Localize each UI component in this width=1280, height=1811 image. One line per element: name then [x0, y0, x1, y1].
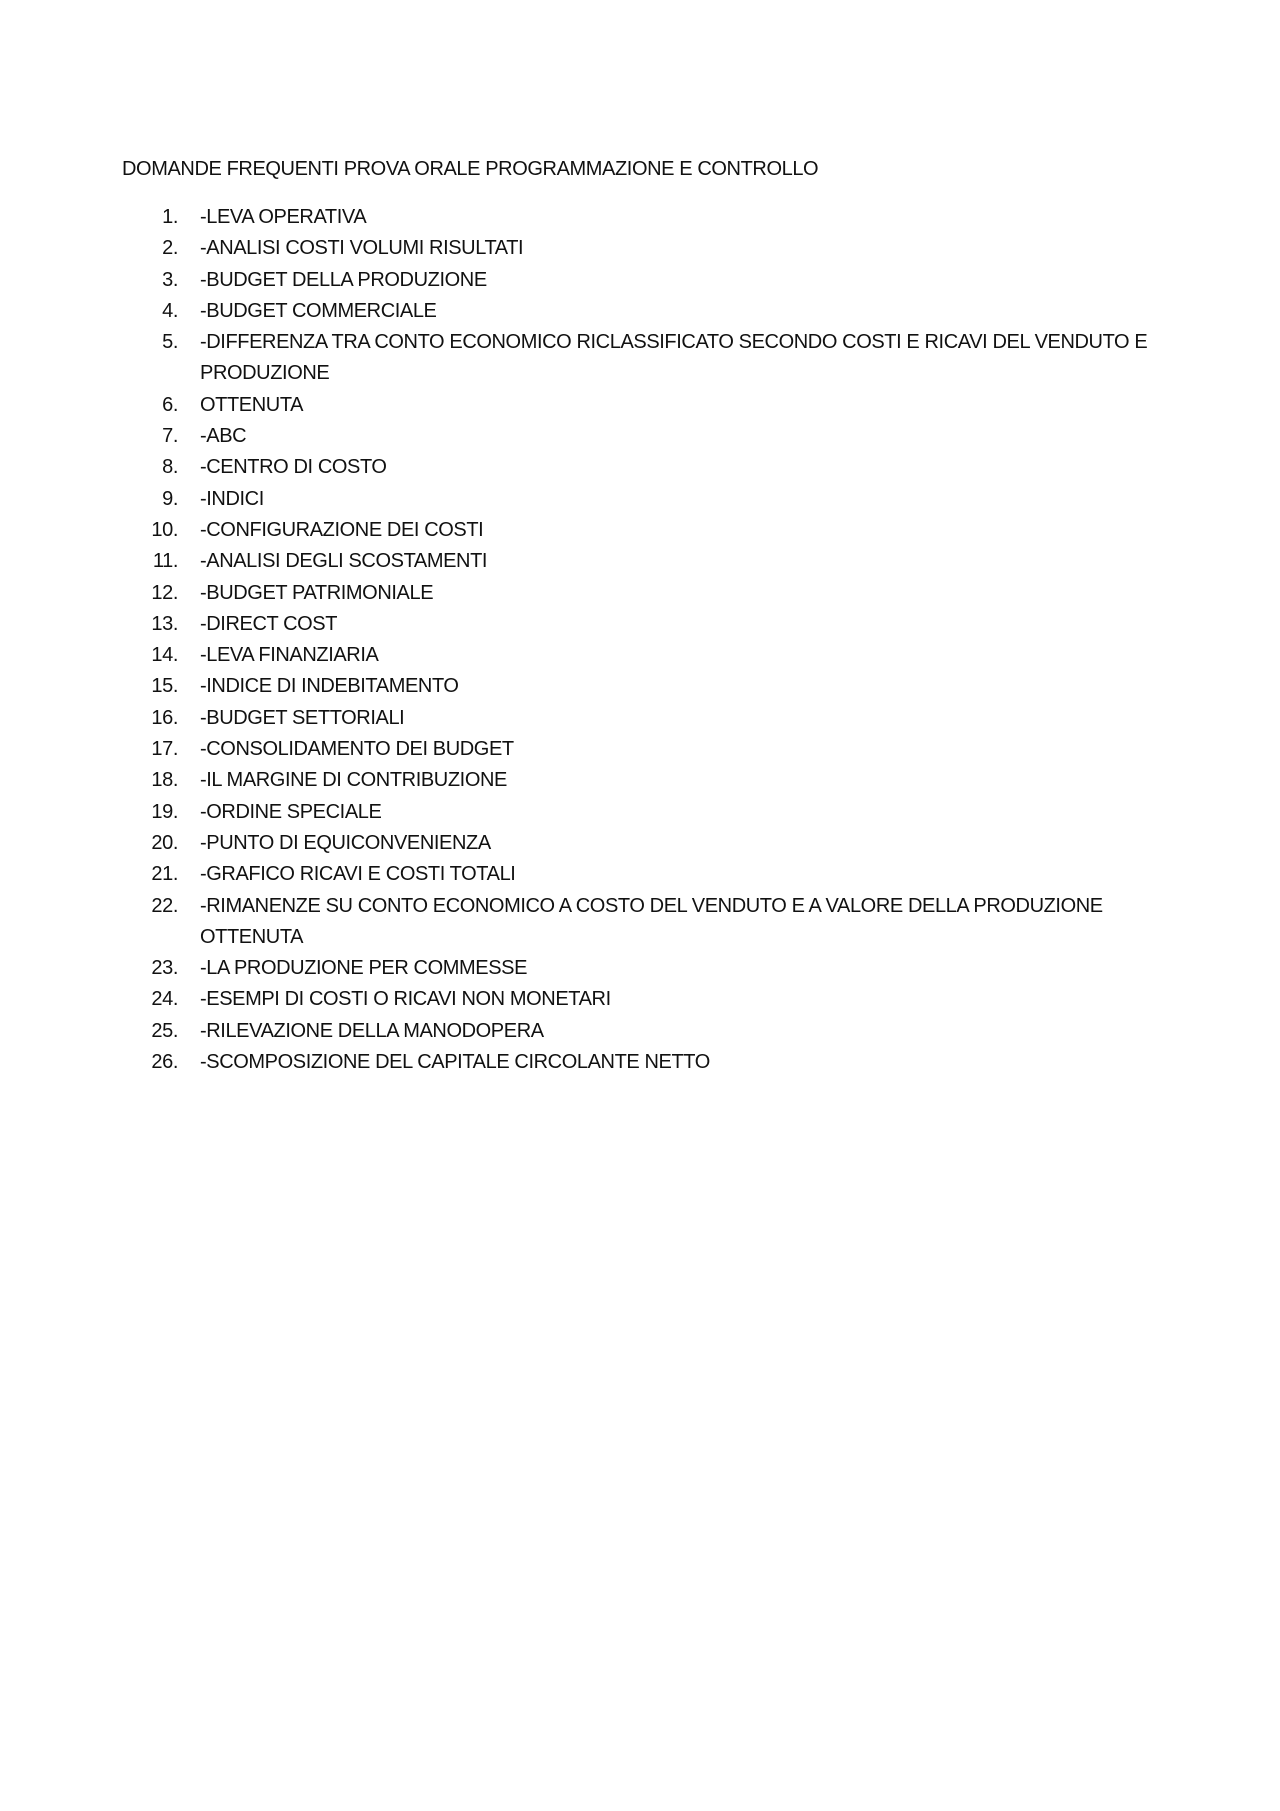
item-number: 21. [151, 863, 178, 886]
list-item [122, 233, 1162, 264]
list-item [122, 859, 1162, 890]
item-number: 16. [151, 706, 178, 729]
item-text: -ABC [200, 425, 247, 448]
item-number: 20. [151, 831, 178, 854]
list-item [122, 515, 1162, 546]
item-number: 6. [162, 393, 178, 416]
list-item [122, 703, 1162, 734]
item-text: -INDICI [200, 487, 264, 510]
item-number: 19. [151, 800, 178, 823]
item-text: -BUDGET PATRIMONIALE [200, 581, 434, 604]
list-item [122, 327, 1162, 390]
item-text: -CENTRO DI COSTO [200, 456, 387, 479]
list-item [122, 452, 1162, 483]
item-number: 14. [151, 644, 178, 667]
item-number: 13. [151, 612, 178, 635]
item-number: 1. [162, 206, 178, 228]
list-item [122, 578, 1162, 609]
item-number: 4. [162, 299, 178, 322]
list-item [122, 671, 1162, 702]
item-number: 9. [162, 487, 178, 510]
item-number: 22. [151, 894, 178, 917]
item-number: 3. [162, 268, 178, 291]
list-item [122, 609, 1162, 640]
document-title: DOMANDE FREQUENTI PROVA ORALE PROGRAMMAZIONE E CONTROLLO [122, 158, 819, 180]
item-text: -BUDGET SETTORIALI [200, 706, 405, 729]
list-item [122, 953, 1162, 984]
item-text: -GRAFICO RICAVI E COSTI TOTALI [200, 863, 516, 886]
questions-list [122, 202, 1162, 1078]
list-item [122, 734, 1162, 765]
item-text: -LEVA OPERATIVA [200, 206, 367, 228]
item-number: 23. [151, 957, 178, 980]
list-item [122, 797, 1162, 828]
item-text: -CONFIGURAZIONE DEI COSTI [200, 518, 484, 541]
item-number: 17. [151, 738, 178, 761]
item-text: -DIRECT COST [200, 612, 338, 635]
item-number: 26. [151, 1051, 178, 1074]
list-item [122, 484, 1162, 515]
list-item [122, 640, 1162, 671]
item-number: 15. [151, 675, 178, 698]
list-item [122, 390, 1162, 421]
list-item [122, 265, 1162, 296]
item-number: 18. [151, 769, 178, 792]
item-number: 10. [151, 518, 178, 541]
item-text: -ANALISI DEGLI SCOSTAMENTI [200, 550, 488, 573]
item-text: -RIMANENZE SU CONTO ECONOMICO A COSTO DEL VENDUTO E A VALORE DELLA PRODUZIONE OTTENUTA [200, 894, 1103, 948]
list-item [122, 984, 1162, 1015]
item-text: -ESEMPI DI COSTI O RICAVI NON MONETARI [200, 988, 611, 1011]
item-text: -CONSOLIDAMENTO DEI BUDGET [200, 738, 514, 761]
item-text: -RILEVAZIONE DELLA MANODOPERA [200, 1019, 544, 1042]
item-text: -INDICE DI INDEBITAMENTO [200, 675, 459, 698]
item-text: -IL MARGINE DI CONTRIBUZIONE [200, 769, 507, 792]
item-number: 11. [152, 550, 178, 573]
item-text: -SCOMPOSIZIONE DEL CAPITALE CIRCOLANTE NETTO [200, 1051, 710, 1074]
list-item [122, 421, 1162, 452]
item-text: -ANALISI COSTI VOLUMI RISULTATI [200, 237, 524, 260]
list-item [122, 1016, 1162, 1047]
list-item [122, 828, 1162, 859]
item-number: 24. [151, 988, 178, 1011]
item-text: -PUNTO DI EQUICONVENIENZA [200, 831, 491, 854]
list-item [122, 891, 1162, 954]
item-number: 12. [151, 581, 178, 604]
item-text: -DIFFERENZA TRA CONTO ECONOMICO RICLASSIFICATO SECONDO COSTI E RICAVI DEL VENDUTO E PRODUZIONE [200, 331, 1148, 385]
item-number: 7. [162, 425, 178, 448]
item-text: -BUDGET DELLA PRODUZIONE [200, 268, 487, 291]
item-text: -ORDINE SPECIALE [200, 800, 382, 823]
item-number: 25. [151, 1019, 178, 1042]
list-item [122, 1047, 1162, 1078]
item-text: OTTENUTA [200, 393, 304, 416]
item-number: 5. [162, 331, 178, 354]
list-item [122, 202, 1162, 233]
item-number: 8. [162, 456, 178, 479]
list-item [122, 765, 1162, 796]
item-number: 2. [162, 237, 178, 260]
item-text: -BUDGET COMMERCIALE [200, 299, 437, 322]
list-item [122, 296, 1162, 327]
item-text: -LA PRODUZIONE PER COMMESSE [200, 957, 528, 980]
item-text: -LEVA FINANZIARIA [200, 644, 379, 667]
list-item [122, 546, 1162, 577]
